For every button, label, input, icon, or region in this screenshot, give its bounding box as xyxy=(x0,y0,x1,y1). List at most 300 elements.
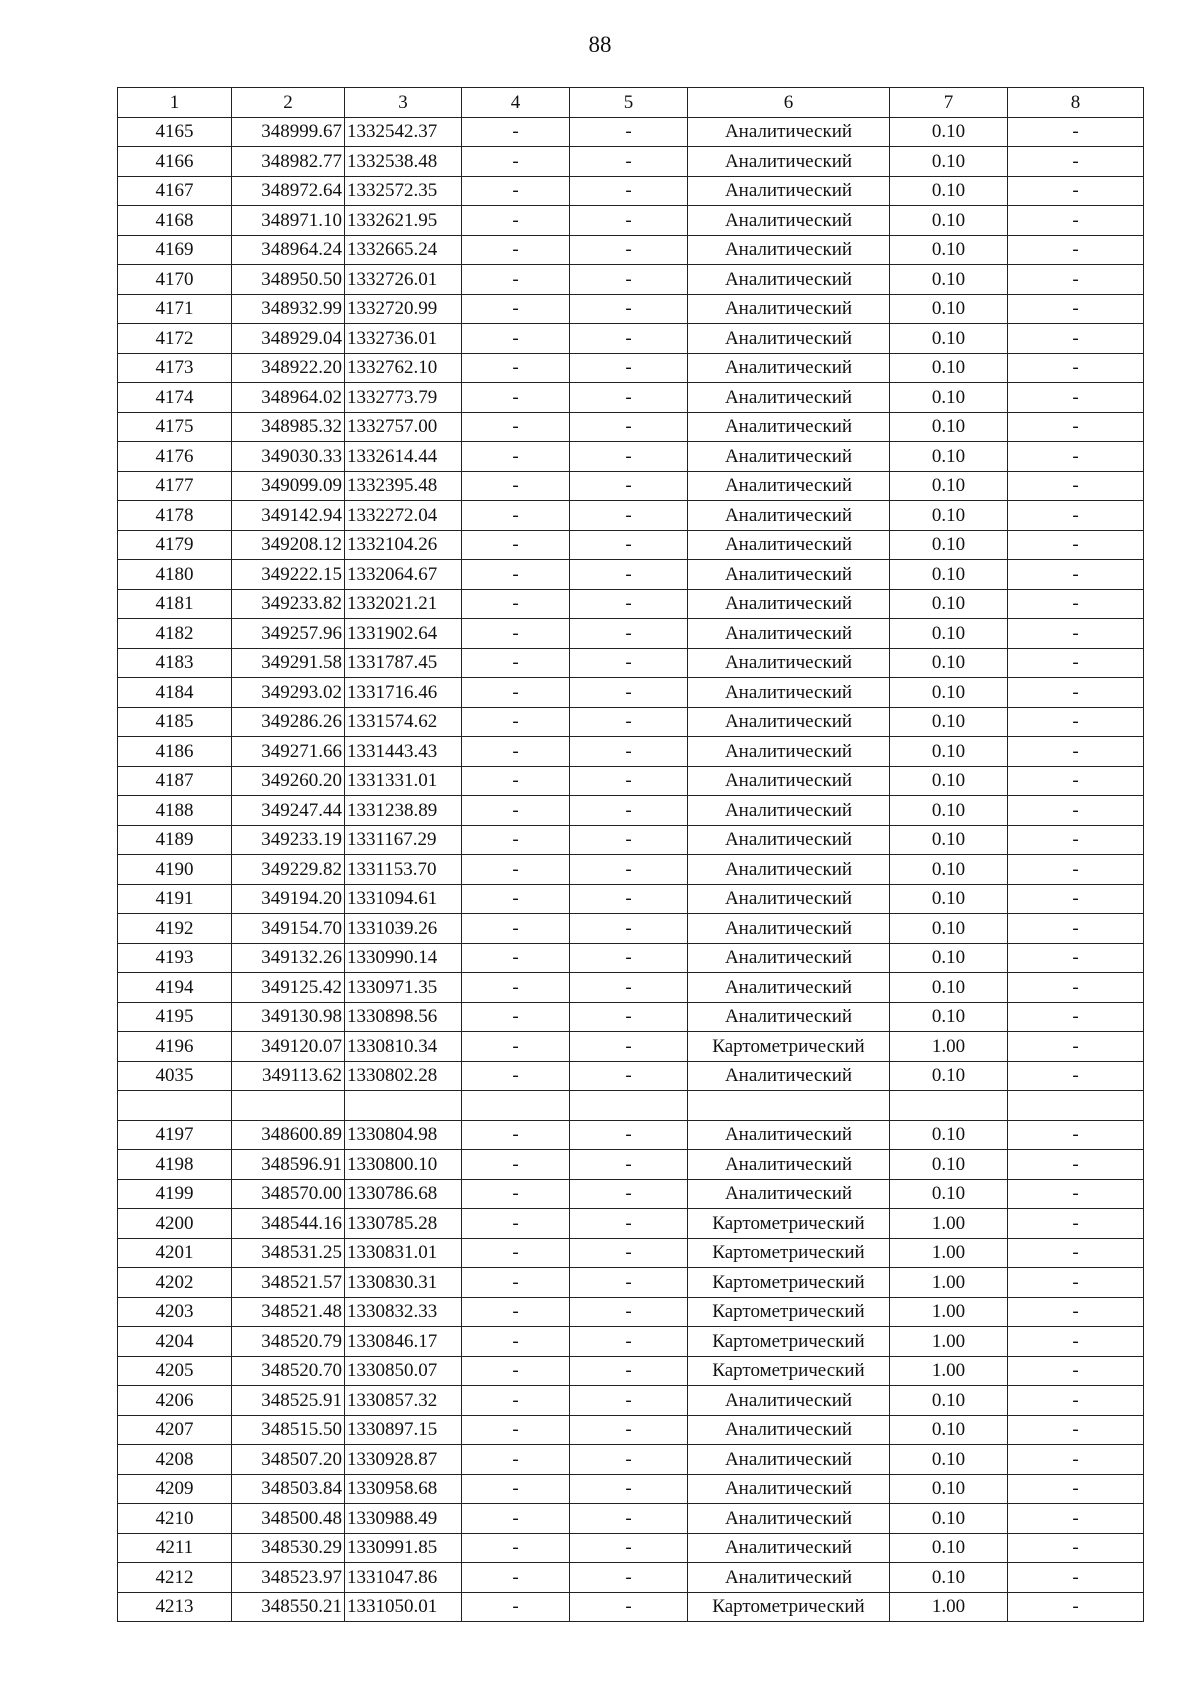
cell-x-coordinate: 349260.20 xyxy=(232,766,345,796)
cell-y-coordinate: 1331039.26 xyxy=(345,914,462,944)
cell-accuracy: 0.10 xyxy=(890,324,1008,354)
cell-accuracy: 0.10 xyxy=(890,855,1008,885)
cell-col-8: - xyxy=(1008,1297,1144,1327)
cell-y-coordinate: 1331167.29 xyxy=(345,825,462,855)
cell-col-5: - xyxy=(570,294,688,324)
cell-col-8: - xyxy=(1008,707,1144,737)
cell-col-8: - xyxy=(1008,501,1144,531)
cell-method: Аналитический xyxy=(688,973,890,1003)
coordinates-table xyxy=(117,87,1144,1622)
table-row xyxy=(118,1002,1144,1032)
cell-y-coordinate: 1330831.01 xyxy=(345,1238,462,1268)
table-row xyxy=(118,1150,1144,1180)
cell-point-number: 4169 xyxy=(118,235,232,265)
table-row xyxy=(118,737,1144,767)
cell-col-5: - xyxy=(570,1563,688,1593)
cell-y-coordinate: 1331094.61 xyxy=(345,884,462,914)
cell-method: Аналитический xyxy=(688,707,890,737)
cell-col-8: - xyxy=(1008,855,1144,885)
cell-method: Аналитический xyxy=(688,235,890,265)
page-number: 88 xyxy=(588,32,612,57)
cell-x-coordinate: 348530.29 xyxy=(232,1533,345,1563)
cell-y-coordinate: 1331153.70 xyxy=(345,855,462,885)
cell-col-4: - xyxy=(462,1061,570,1091)
cell-col-5: - xyxy=(570,914,688,944)
header-cell: 2 xyxy=(232,88,345,118)
cell-x-coordinate: 348972.64 xyxy=(232,176,345,206)
cell-col-4: - xyxy=(462,471,570,501)
cell-x-coordinate: 349286.26 xyxy=(232,707,345,737)
cell-point-number: 4195 xyxy=(118,1002,232,1032)
cell-x-coordinate: 348971.10 xyxy=(232,206,345,236)
cell-col-4: - xyxy=(462,678,570,708)
cell-col-4: - xyxy=(462,1504,570,1534)
cell-point-number: 4193 xyxy=(118,943,232,973)
cell-point-number: 4208 xyxy=(118,1445,232,1475)
cell-accuracy: 0.10 xyxy=(890,1563,1008,1593)
cell-x-coordinate: 348544.16 xyxy=(232,1209,345,1239)
cell-col-5: - xyxy=(570,648,688,678)
cell-method: Аналитический xyxy=(688,147,890,177)
cell-col-4: - xyxy=(462,353,570,383)
cell-x-coordinate: 348929.04 xyxy=(232,324,345,354)
cell-x-coordinate: 349130.98 xyxy=(232,1002,345,1032)
cell-col-5: - xyxy=(570,1504,688,1534)
cell-col-8: - xyxy=(1008,648,1144,678)
cell-accuracy: 0.10 xyxy=(890,412,1008,442)
header-cell: 4 xyxy=(462,88,570,118)
table-row xyxy=(118,707,1144,737)
cell-col-5 xyxy=(570,1091,688,1121)
cell-col-8: - xyxy=(1008,943,1144,973)
cell-accuracy: 0.10 xyxy=(890,501,1008,531)
cell-col-4: - xyxy=(462,1179,570,1209)
cell-x-coordinate: 348520.79 xyxy=(232,1327,345,1357)
cell-col-8: - xyxy=(1008,1356,1144,1386)
cell-accuracy: 0.10 xyxy=(890,737,1008,767)
cell-accuracy: 0.10 xyxy=(890,176,1008,206)
cell-y-coordinate: 1330850.07 xyxy=(345,1356,462,1386)
cell-point-number: 4203 xyxy=(118,1297,232,1327)
cell-col-4: - xyxy=(462,235,570,265)
cell-accuracy: 0.10 xyxy=(890,914,1008,944)
cell-method: Картометрический xyxy=(688,1592,890,1622)
cell-x-coordinate: 348932.99 xyxy=(232,294,345,324)
cell-accuracy: 1.00 xyxy=(890,1327,1008,1357)
cell-col-5: - xyxy=(570,1415,688,1445)
cell-col-4: - xyxy=(462,796,570,826)
cell-y-coordinate: 1332736.01 xyxy=(345,324,462,354)
cell-y-coordinate: 1331902.64 xyxy=(345,619,462,649)
cell-x-coordinate: 348999.67 xyxy=(232,117,345,147)
cell-x-coordinate: 349222.15 xyxy=(232,560,345,590)
cell-col-8: - xyxy=(1008,766,1144,796)
cell-col-5: - xyxy=(570,206,688,236)
cell-y-coordinate: 1332720.99 xyxy=(345,294,462,324)
cell-y-coordinate: 1330802.28 xyxy=(345,1061,462,1091)
cell-point-number: 4190 xyxy=(118,855,232,885)
cell-method: Аналитический xyxy=(688,353,890,383)
cell-x-coordinate: 349113.62 xyxy=(232,1061,345,1091)
cell-col-4: - xyxy=(462,147,570,177)
cell-x-coordinate: 348600.89 xyxy=(232,1120,345,1150)
cell-method: Аналитический xyxy=(688,1533,890,1563)
cell-col-4 xyxy=(462,1091,570,1121)
table-row xyxy=(118,117,1144,147)
cell-point-number: 4183 xyxy=(118,648,232,678)
table-row xyxy=(118,353,1144,383)
cell-col-8: - xyxy=(1008,1120,1144,1150)
cell-x-coordinate: 348596.91 xyxy=(232,1150,345,1180)
cell-x-coordinate: 348525.91 xyxy=(232,1386,345,1416)
table-row xyxy=(118,884,1144,914)
cell-x-coordinate: 348515.50 xyxy=(232,1415,345,1445)
cell-method: Аналитический xyxy=(688,265,890,295)
table-row xyxy=(118,1592,1144,1622)
cell-x-coordinate: 349233.19 xyxy=(232,825,345,855)
cell-accuracy: 1.00 xyxy=(890,1268,1008,1298)
cell-col-4: - xyxy=(462,265,570,295)
cell-col-4: - xyxy=(462,1592,570,1622)
cell-col-8: - xyxy=(1008,1002,1144,1032)
table-row xyxy=(118,1327,1144,1357)
cell-method: Аналитический xyxy=(688,294,890,324)
cell-col-5: - xyxy=(570,235,688,265)
table-row xyxy=(118,235,1144,265)
cell-col-8: - xyxy=(1008,265,1144,295)
cell-accuracy: 0.10 xyxy=(890,796,1008,826)
cell-col-8 xyxy=(1008,1091,1144,1121)
cell-col-5: - xyxy=(570,1268,688,1298)
table-row xyxy=(118,1533,1144,1563)
cell-x-coordinate: 349291.58 xyxy=(232,648,345,678)
cell-col-5: - xyxy=(570,560,688,590)
cell-col-4: - xyxy=(462,1563,570,1593)
cell-y-coordinate: 1331716.46 xyxy=(345,678,462,708)
cell-method: Аналитический xyxy=(688,766,890,796)
cell-x-coordinate: 348503.84 xyxy=(232,1474,345,1504)
table-row xyxy=(118,766,1144,796)
table-row xyxy=(118,1091,1144,1121)
cell-col-8: - xyxy=(1008,176,1144,206)
cell-point-number: 4197 xyxy=(118,1120,232,1150)
cell-accuracy: 0.10 xyxy=(890,294,1008,324)
cell-col-4: - xyxy=(462,1474,570,1504)
cell-point-number: 4202 xyxy=(118,1268,232,1298)
cell-x-coordinate: 348570.00 xyxy=(232,1179,345,1209)
cell-col-5: - xyxy=(570,1061,688,1091)
cell-point-number: 4207 xyxy=(118,1415,232,1445)
cell-col-8: - xyxy=(1008,442,1144,472)
cell-col-4: - xyxy=(462,737,570,767)
table-row xyxy=(118,1356,1144,1386)
cell-y-coordinate xyxy=(345,1091,462,1121)
cell-method: Аналитический xyxy=(688,943,890,973)
cell-method: Аналитический xyxy=(688,1386,890,1416)
cell-col-4: - xyxy=(462,1386,570,1416)
cell-col-5: - xyxy=(570,1474,688,1504)
cell-method: Аналитический xyxy=(688,1445,890,1475)
cell-col-5: - xyxy=(570,1327,688,1357)
cell-method: Аналитический xyxy=(688,884,890,914)
cell-method: Аналитический xyxy=(688,206,890,236)
table-row xyxy=(118,147,1144,177)
cell-method: Аналитический xyxy=(688,1120,890,1150)
cell-y-coordinate: 1330832.33 xyxy=(345,1297,462,1327)
cell-point-number: 4175 xyxy=(118,412,232,442)
cell-accuracy: 0.10 xyxy=(890,265,1008,295)
cell-x-coordinate: 349233.82 xyxy=(232,589,345,619)
cell-method: Аналитический xyxy=(688,914,890,944)
cell-accuracy: 0.10 xyxy=(890,884,1008,914)
cell-y-coordinate: 1330991.85 xyxy=(345,1533,462,1563)
cell-x-coordinate xyxy=(232,1091,345,1121)
table-row xyxy=(118,206,1144,236)
table-row xyxy=(118,1179,1144,1209)
cell-col-8: - xyxy=(1008,825,1144,855)
cell-accuracy: 0.10 xyxy=(890,1150,1008,1180)
cell-y-coordinate: 1330988.49 xyxy=(345,1504,462,1534)
table-row xyxy=(118,825,1144,855)
cell-col-4: - xyxy=(462,943,570,973)
cell-col-8: - xyxy=(1008,619,1144,649)
table-row xyxy=(118,1268,1144,1298)
table-row xyxy=(118,501,1144,531)
cell-point-number: 4209 xyxy=(118,1474,232,1504)
cell-col-5: - xyxy=(570,147,688,177)
cell-point-number: 4182 xyxy=(118,619,232,649)
cell-accuracy: 0.10 xyxy=(890,973,1008,1003)
cell-col-5: - xyxy=(570,471,688,501)
cell-method: Картометрический xyxy=(688,1327,890,1357)
table-row xyxy=(118,442,1144,472)
cell-point-number: 4173 xyxy=(118,353,232,383)
cell-point-number: 4167 xyxy=(118,176,232,206)
cell-col-5: - xyxy=(570,619,688,649)
cell-x-coordinate: 349271.66 xyxy=(232,737,345,767)
cell-point-number: 4172 xyxy=(118,324,232,354)
cell-y-coordinate: 1330990.14 xyxy=(345,943,462,973)
cell-x-coordinate: 348922.20 xyxy=(232,353,345,383)
cell-x-coordinate: 348500.48 xyxy=(232,1504,345,1534)
cell-y-coordinate: 1330846.17 xyxy=(345,1327,462,1357)
cell-x-coordinate: 348507.20 xyxy=(232,1445,345,1475)
cell-col-5: - xyxy=(570,1150,688,1180)
cell-point-number: 4188 xyxy=(118,796,232,826)
cell-col-8: - xyxy=(1008,206,1144,236)
cell-accuracy: 0.10 xyxy=(890,1474,1008,1504)
cell-point-number: 4180 xyxy=(118,560,232,590)
table-row xyxy=(118,412,1144,442)
cell-accuracy: 0.10 xyxy=(890,1179,1008,1209)
cell-y-coordinate: 1332064.67 xyxy=(345,560,462,590)
cell-y-coordinate: 1332021.21 xyxy=(345,589,462,619)
cell-col-4: - xyxy=(462,1209,570,1239)
table-row xyxy=(118,1563,1144,1593)
header-cell: 1 xyxy=(118,88,232,118)
cell-point-number: 4177 xyxy=(118,471,232,501)
cell-point-number: 4198 xyxy=(118,1150,232,1180)
cell-accuracy: 1.00 xyxy=(890,1209,1008,1239)
cell-col-8: - xyxy=(1008,117,1144,147)
cell-method: Аналитический xyxy=(688,1474,890,1504)
cell-method: Аналитический xyxy=(688,737,890,767)
cell-y-coordinate: 1330830.31 xyxy=(345,1268,462,1298)
cell-y-coordinate: 1332395.48 xyxy=(345,471,462,501)
cell-point-number: 4213 xyxy=(118,1592,232,1622)
cell-point-number: 4187 xyxy=(118,766,232,796)
cell-col-8: - xyxy=(1008,1327,1144,1357)
cell-col-5: - xyxy=(570,589,688,619)
header-row xyxy=(118,88,1144,118)
cell-col-4: - xyxy=(462,1297,570,1327)
cell-col-8: - xyxy=(1008,383,1144,413)
cell-x-coordinate: 349154.70 xyxy=(232,914,345,944)
cell-point-number: 4210 xyxy=(118,1504,232,1534)
cell-col-5: - xyxy=(570,353,688,383)
cell-col-5: - xyxy=(570,1386,688,1416)
cell-x-coordinate: 348950.50 xyxy=(232,265,345,295)
table-body xyxy=(118,117,1144,1622)
table-row xyxy=(118,1386,1144,1416)
cell-y-coordinate: 1332665.24 xyxy=(345,235,462,265)
cell-col-5: - xyxy=(570,1297,688,1327)
cell-method: Аналитический xyxy=(688,383,890,413)
cell-accuracy: 0.10 xyxy=(890,1386,1008,1416)
cell-col-4: - xyxy=(462,973,570,1003)
cell-point-number xyxy=(118,1091,232,1121)
cell-y-coordinate: 1330897.15 xyxy=(345,1415,462,1445)
cell-col-5: - xyxy=(570,825,688,855)
cell-point-number: 4212 xyxy=(118,1563,232,1593)
cell-y-coordinate: 1332614.44 xyxy=(345,442,462,472)
cell-method: Аналитический xyxy=(688,1150,890,1180)
cell-y-coordinate: 1330958.68 xyxy=(345,1474,462,1504)
cell-col-8: - xyxy=(1008,884,1144,914)
cell-method: Аналитический xyxy=(688,501,890,531)
cell-method: Аналитический xyxy=(688,796,890,826)
cell-point-number: 4199 xyxy=(118,1179,232,1209)
cell-accuracy: 0.10 xyxy=(890,383,1008,413)
cell-col-4: - xyxy=(462,619,570,649)
cell-x-coordinate: 349247.44 xyxy=(232,796,345,826)
cell-x-coordinate: 349099.09 xyxy=(232,471,345,501)
table-row xyxy=(118,855,1144,885)
table-row xyxy=(118,383,1144,413)
cell-accuracy: 0.10 xyxy=(890,442,1008,472)
cell-y-coordinate: 1331787.45 xyxy=(345,648,462,678)
cell-accuracy: 1.00 xyxy=(890,1032,1008,1062)
cell-accuracy: 0.10 xyxy=(890,560,1008,590)
cell-method: Аналитический xyxy=(688,619,890,649)
cell-point-number: 4204 xyxy=(118,1327,232,1357)
cell-point-number: 4176 xyxy=(118,442,232,472)
cell-x-coordinate: 348520.70 xyxy=(232,1356,345,1386)
cell-col-5: - xyxy=(570,176,688,206)
cell-col-8: - xyxy=(1008,1032,1144,1062)
table-row xyxy=(118,560,1144,590)
cell-y-coordinate: 1332104.26 xyxy=(345,530,462,560)
cell-method: Аналитический xyxy=(688,117,890,147)
table-row xyxy=(118,1120,1144,1150)
cell-col-4: - xyxy=(462,884,570,914)
table-row xyxy=(118,294,1144,324)
cell-col-5: - xyxy=(570,265,688,295)
cell-col-8: - xyxy=(1008,471,1144,501)
cell-x-coordinate: 348964.24 xyxy=(232,235,345,265)
cell-point-number: 4184 xyxy=(118,678,232,708)
cell-col-4: - xyxy=(462,501,570,531)
cell-y-coordinate: 1331574.62 xyxy=(345,707,462,737)
table-row xyxy=(118,678,1144,708)
cell-method: Аналитический xyxy=(688,825,890,855)
cell-col-4: - xyxy=(462,1120,570,1150)
cell-accuracy: 0.10 xyxy=(890,1415,1008,1445)
cell-accuracy: 0.10 xyxy=(890,353,1008,383)
cell-accuracy: 0.10 xyxy=(890,147,1008,177)
cell-method: Аналитический xyxy=(688,1179,890,1209)
cell-y-coordinate: 1331050.01 xyxy=(345,1592,462,1622)
cell-accuracy: 0.10 xyxy=(890,1061,1008,1091)
cell-y-coordinate: 1332572.35 xyxy=(345,176,462,206)
cell-col-4: - xyxy=(462,1445,570,1475)
cell-col-8: - xyxy=(1008,1445,1144,1475)
cell-point-number: 4189 xyxy=(118,825,232,855)
cell-y-coordinate: 1332757.00 xyxy=(345,412,462,442)
cell-y-coordinate: 1330786.68 xyxy=(345,1179,462,1209)
cell-col-8: - xyxy=(1008,914,1144,944)
cell-col-8: - xyxy=(1008,1209,1144,1239)
table-row xyxy=(118,648,1144,678)
cell-y-coordinate: 1330810.34 xyxy=(345,1032,462,1062)
cell-accuracy: 0.10 xyxy=(890,471,1008,501)
cell-accuracy xyxy=(890,1091,1008,1121)
cell-col-5: - xyxy=(570,796,688,826)
cell-col-4: - xyxy=(462,383,570,413)
cell-x-coordinate: 348521.57 xyxy=(232,1268,345,1298)
cell-accuracy: 0.10 xyxy=(890,766,1008,796)
cell-col-4: - xyxy=(462,412,570,442)
table-row xyxy=(118,589,1144,619)
cell-point-number: 4181 xyxy=(118,589,232,619)
cell-x-coordinate: 348550.21 xyxy=(232,1592,345,1622)
cell-point-number: 4174 xyxy=(118,383,232,413)
table-row xyxy=(118,176,1144,206)
cell-col-8: - xyxy=(1008,294,1144,324)
cell-x-coordinate: 349132.26 xyxy=(232,943,345,973)
cell-accuracy: 0.10 xyxy=(890,825,1008,855)
header-cell: 8 xyxy=(1008,88,1144,118)
table-row xyxy=(118,1474,1144,1504)
cell-x-coordinate: 349194.20 xyxy=(232,884,345,914)
cell-col-5: - xyxy=(570,737,688,767)
cell-col-5: - xyxy=(570,1002,688,1032)
cell-method: Картометрический xyxy=(688,1209,890,1239)
cell-col-5: - xyxy=(570,383,688,413)
cell-col-4: - xyxy=(462,530,570,560)
cell-col-4: - xyxy=(462,855,570,885)
cell-col-5: - xyxy=(570,884,688,914)
cell-col-8: - xyxy=(1008,147,1144,177)
cell-method: Аналитический xyxy=(688,324,890,354)
cell-col-5: - xyxy=(570,442,688,472)
table-row xyxy=(118,796,1144,826)
cell-point-number: 4206 xyxy=(118,1386,232,1416)
cell-point-number: 4192 xyxy=(118,914,232,944)
cell-point-number: 4194 xyxy=(118,973,232,1003)
cell-method: Аналитический xyxy=(688,1563,890,1593)
cell-x-coordinate: 349030.33 xyxy=(232,442,345,472)
